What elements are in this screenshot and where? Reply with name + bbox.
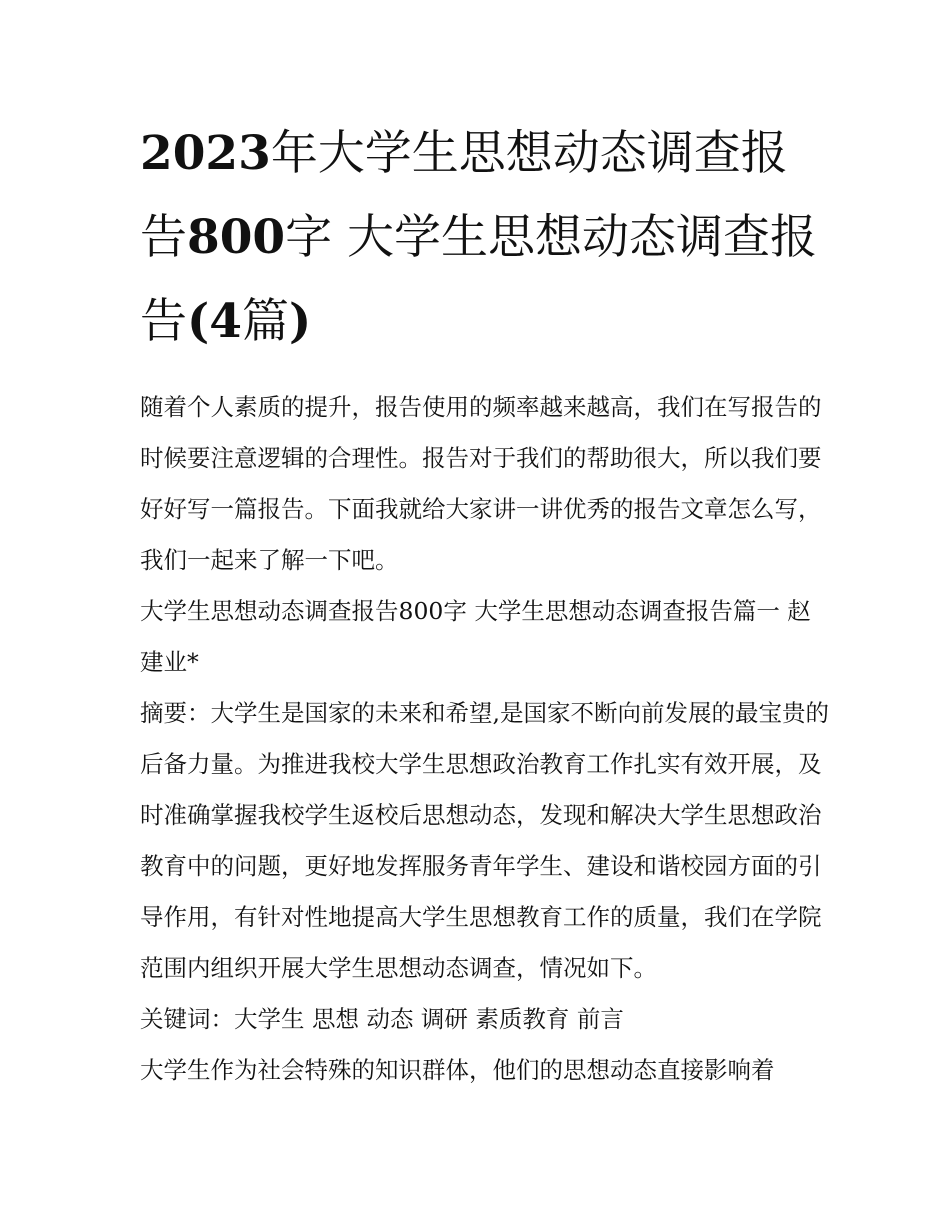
- title-part: 800: [187, 210, 286, 265]
- title-part: (4: [187, 294, 242, 349]
- body-paragraph: 大学生作为社会特殊的知识群体，他们的思想动态直接影响着: [140, 1056, 775, 1084]
- title-part: 2023: [140, 126, 271, 181]
- section-heading: 大学生思想动态调查报告800字 大学生思想动态调查报告篇一 赵建业*: [140, 597, 811, 676]
- title-part: 年大学生思想动态调查报告: [140, 126, 788, 265]
- title-part: 篇: [241, 294, 289, 349]
- document-title: [140, 112, 830, 364]
- title-part: ): [288, 294, 312, 349]
- document-page: [140, 112, 830, 1096]
- keywords-paragraph: 关键词：大学生 思想 动态 调研 素质教育 前言: [140, 1005, 624, 1033]
- title-part: 字 大学生思想动态调查报告: [140, 210, 818, 349]
- abstract-paragraph: 摘要：大学生是国家的未来和希望,是国家不断向前发展的最宝贵的后备力量。为推进我校大学生思想政治教育工作扎实有效开展，及时准确掌握我校学生返校后思想动态，发现和解决大学生思想政治教育中的问题，更好地发挥服务青年学生、建设和谐校园方面的引导作用，有针对性地提高大学生思想教育工作的质量，我们在学院范围内组织开展大学生思想动态调查，情况如下。: [140, 699, 829, 982]
- intro-paragraph: 随着个人素质的提升，报告使用的频率越来越高，我们在写报告的时候要注意逻辑的合理性。报告对于我们的帮助很大，所以我们要好好写一篇报告。下面我就给大家讲一讲优秀的报告文章怎么写，我们一起来了解一下吧。: [140, 393, 822, 574]
